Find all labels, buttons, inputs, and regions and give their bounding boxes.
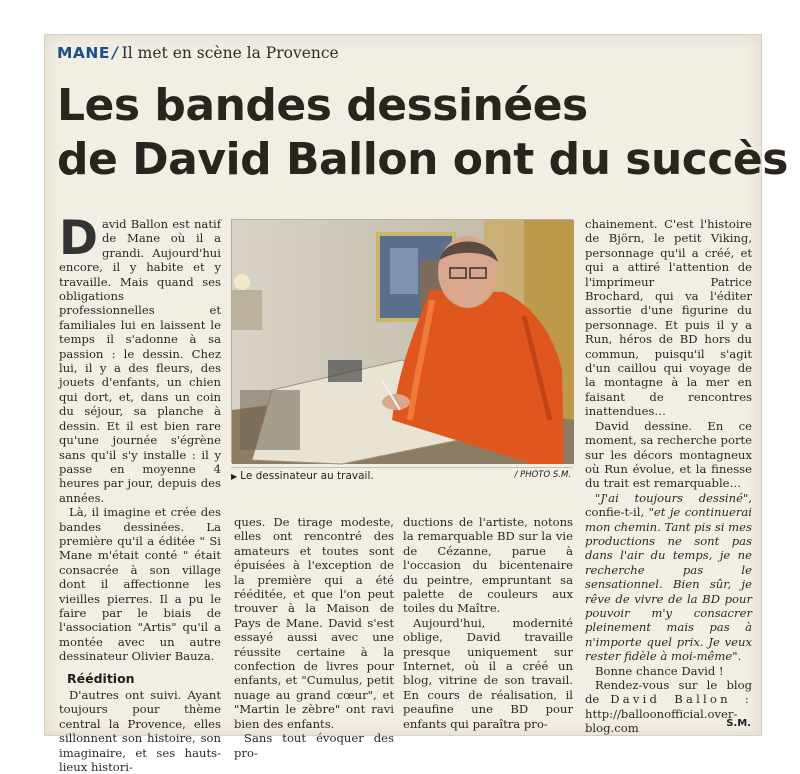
photo-caption: Le dessinateur au travail. (240, 470, 374, 482)
author-name: David Ballon : (610, 692, 752, 707)
caption-triangle-icon: ▶ (231, 472, 238, 481)
section-kicker (57, 43, 339, 62)
photo-block (231, 219, 573, 487)
artist-photo (231, 219, 573, 463)
kicker-location: MANE (57, 44, 110, 62)
article-headline (57, 79, 788, 187)
paragraph: Aujourd'hui, modernité oblige, David travaille presque uniquement sur Internet, où il a créé un blog, vitrine de son travail. En cours de réalisation, il peaufine une BD pour enfants qui paraîtra pro- (403, 615, 573, 731)
paragraph: ques. De tirage modeste, elles ont rencontré des amateurs et toutes sont épuisées à l'exception de la première qui a été rééditée, et que l'on peut trouver à la Maison de Pays de Mane. David s'est essayé aussi avec une réussite certaine à la confection de livres pour enfants, et "Cumulus, petit nuage au grand cœur", et "Martin le zèbre" ont ravi bien des enfants. (234, 515, 394, 731)
paragraph: Là, il imagine et crée des bandes dessinées. La première qu'il a éditée " Si Mane m'était conté " était consacrée à son village dont il affectionne les vieilles pierres. Il a pu le faire par le biais de l'association "Artis" qu'il a montée avec un autre dessinateur Olivier Bauza. (59, 505, 221, 664)
article-column-1 (59, 211, 221, 774)
article-column-4 (585, 217, 752, 736)
author-signature: S.M. (726, 718, 751, 729)
article-column-2 (234, 515, 394, 760)
photo-credit: / PHOTO S.M. (514, 470, 571, 480)
paragraph: ductions de l'artiste, notons la remarquable BD sur la vie de Cézanne, parue à l'occasion du bicentenaire du peintre, empruntant sa palette de couleurs aux toiles du Maître. (403, 515, 573, 616)
paragraph: Sans tout évoquer des pro- (234, 731, 394, 760)
paragraph: David dessine. En ce moment, sa recherche porte sur les décors montagneux où Run évolue, et la finesse du trait est remarquable… (585, 418, 752, 491)
drop-cap: D (59, 211, 99, 266)
headline-line-1: Les bandes dessinées (57, 80, 588, 131)
kicker-subtitle: Il met en scène la Provence (121, 44, 339, 62)
blog-url[interactable]: http://balloonofficial.over-blog.com (585, 706, 738, 736)
photo-caption-row (231, 467, 573, 483)
intro-paragraph: David Ballon est natif de Mane où il a grandi. Aujourd'hui encore, il y habite et y travaille. Mais quand ses obligations professionnelles et familiales lui en laissent le temps il s'adonne à sa passion : le dessin. Chez lui, il y a des fleurs, des jouets d'enfants, un chien qui dort, et, dans un coin du séjour, sa planche à dessin. Et il est bien rare qu'une journée s'égrène sans qu'il s'y installe : il y passe en moyenne 4 heures par jour, depuis des années. (59, 211, 221, 505)
paragraph: Bonne chance David ! (595, 663, 724, 678)
paragraph: chainement. C'est l'histoire de Björn, le petit Viking, personnage qu'il a créé, et qui a attiré l'attention de l'imprimeur Patrice Brochard, qui va l'éditer assortie d'une figurine du personnage. Et puis il y a Run, héros de BD hors du commun, puisqu'il s'agit d'un caillou qui voyage de la montagne à la mer en faisant de rencontres inattendues… (585, 217, 752, 419)
photo-illustration (232, 220, 574, 464)
kicker-separator: / (111, 43, 118, 62)
newspaper-clipping (44, 34, 788, 774)
subheading: Réédition (67, 670, 135, 686)
blog-paragraph: Rendez-vous sur le blog de David Ballon : http://balloonofficial.over-blog.com (585, 678, 752, 736)
paragraph: D'autres ont suivi. Ayant toujours pour thème central la Provence, elles sillonnent son histoire, son imaginaire, et ses hauts-lieux histori- (59, 688, 221, 774)
headline-line-2: de David Ballon ont du succès (57, 134, 788, 185)
quote-paragraph: "J'ai toujours dessiné", confie-t-il, "et je continuerai mon chemin. Tant pis si mes productions ne sont pas dans l'air du temps, je ne recherche pas le sensationnel. Bien sûr, je rêve de vivre de la BD pour pouvoir m'y consacrer pleinement mais pas à n'importe quel prix. Je veux rester fidèle à moi-même". (585, 490, 752, 664)
article-column-3 (403, 515, 573, 731)
